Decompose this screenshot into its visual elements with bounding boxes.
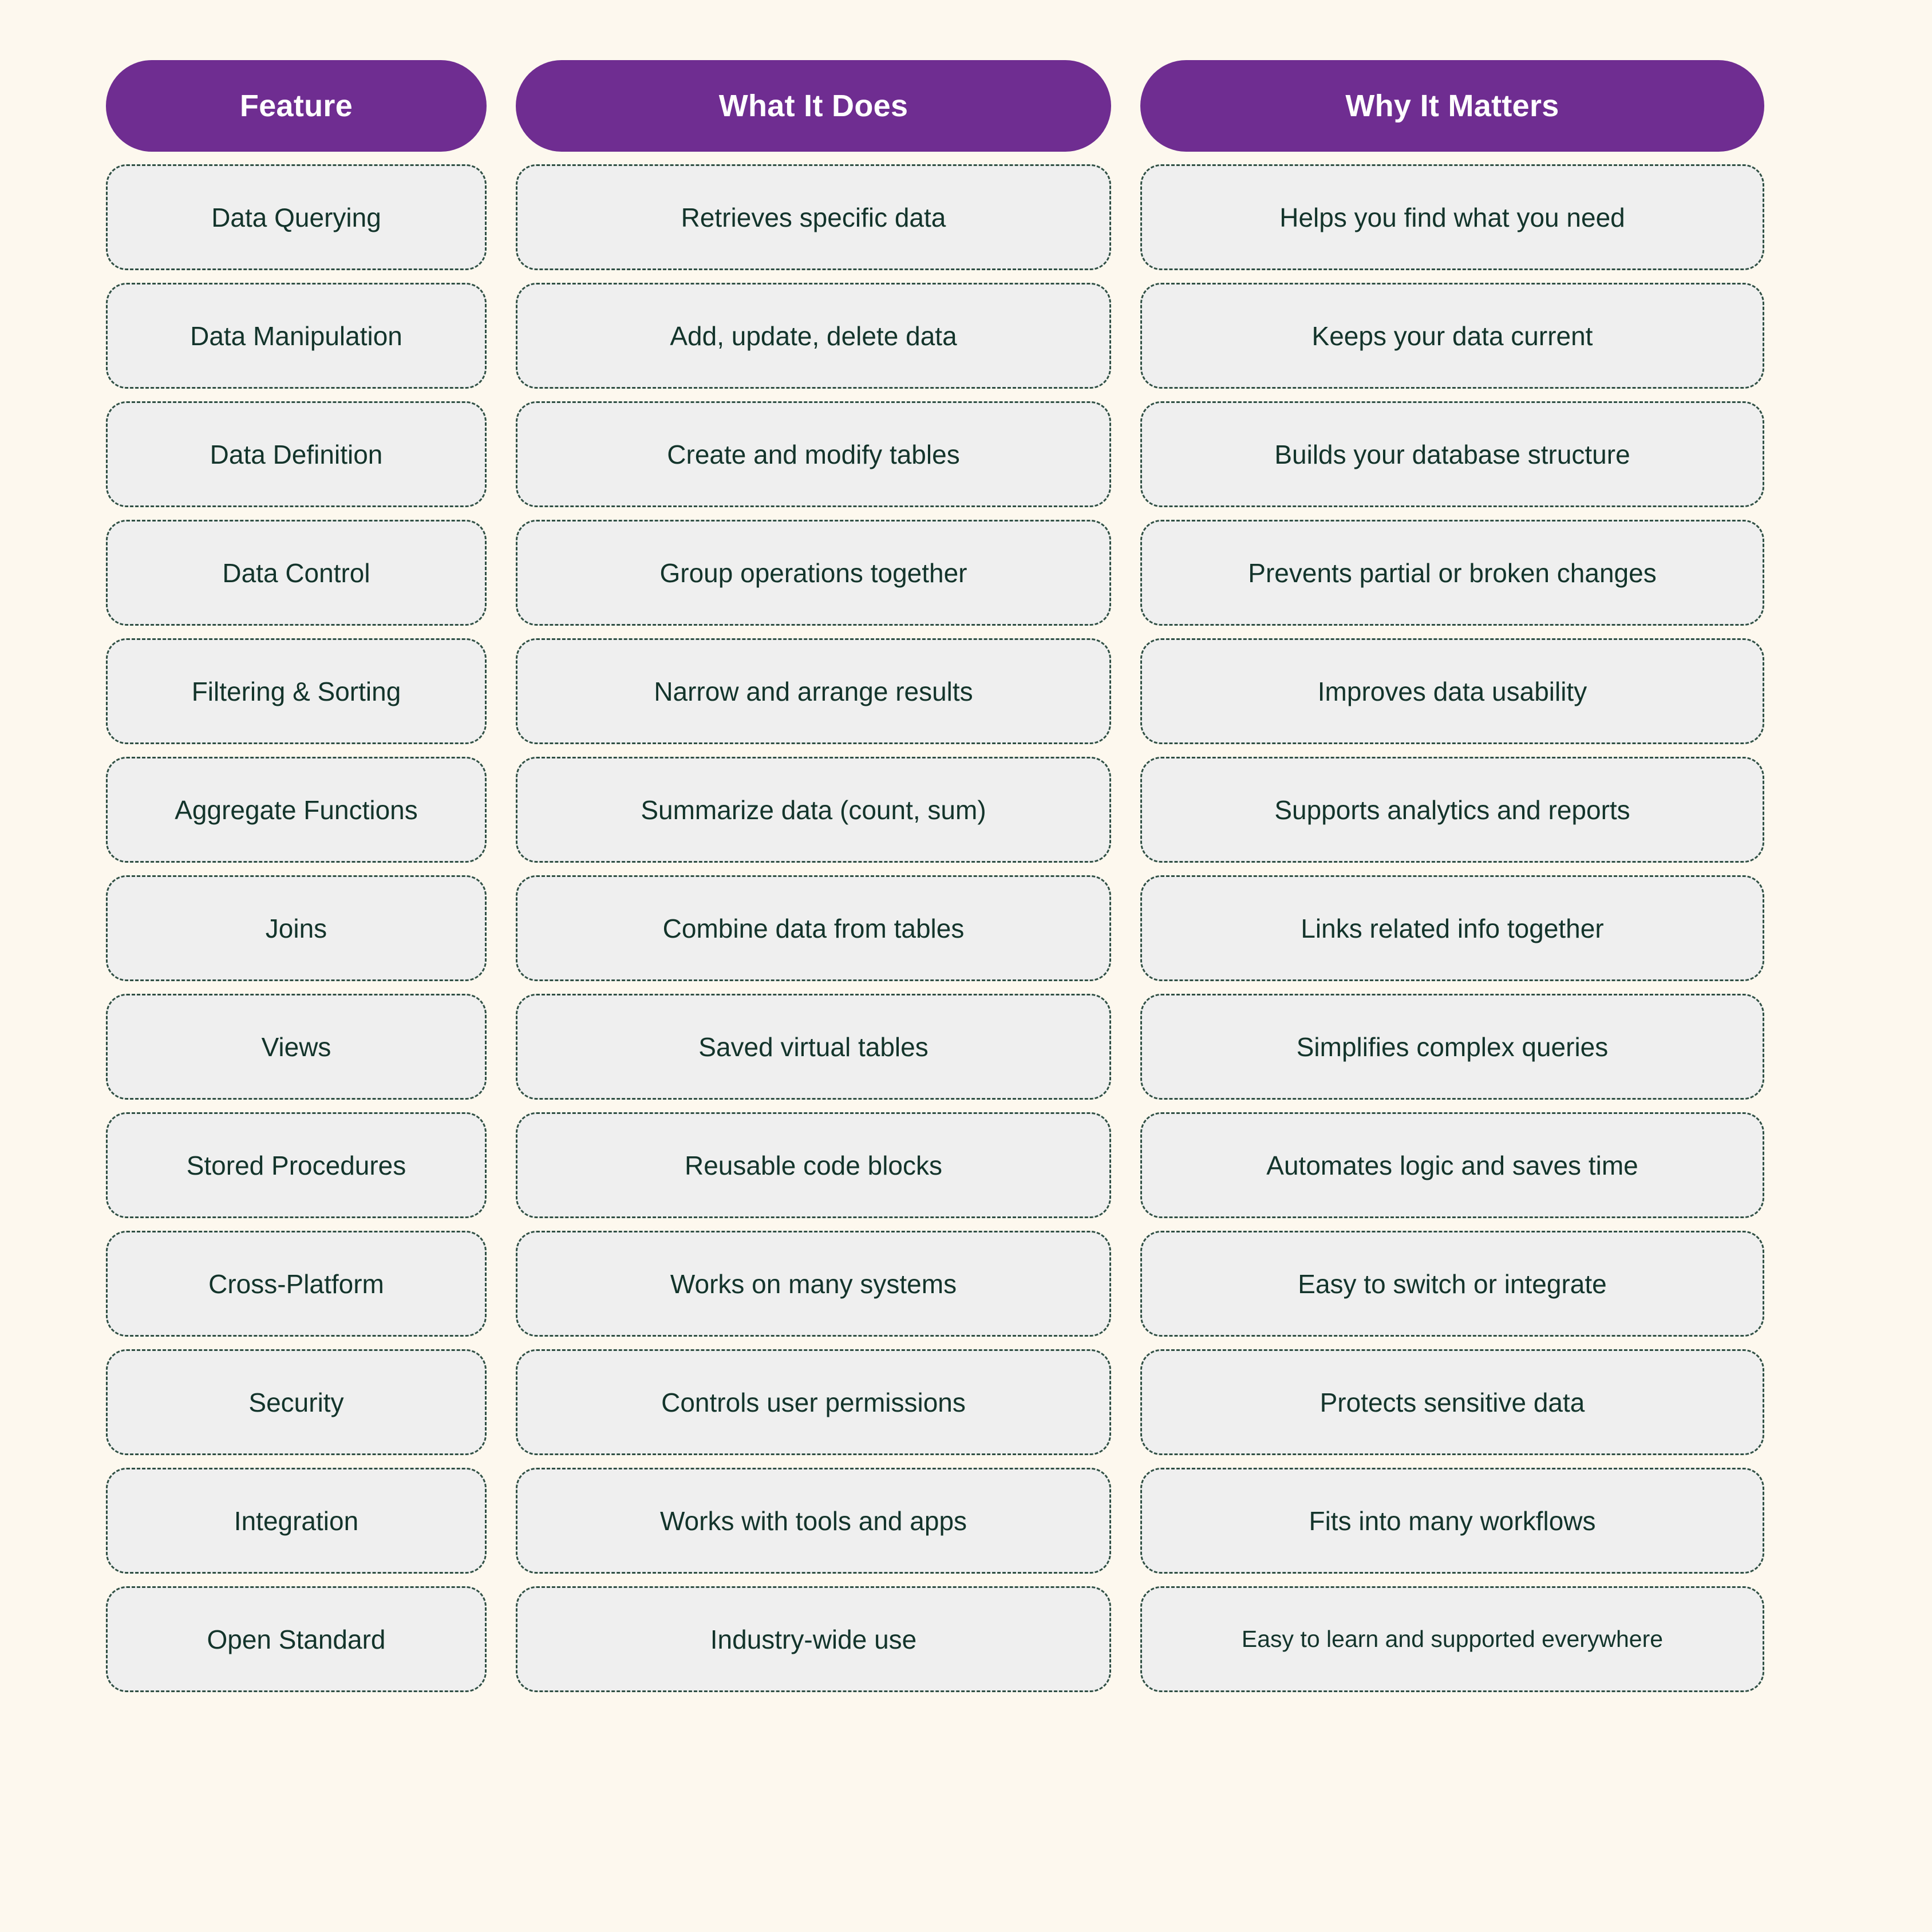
table-cell: Fits into many workflows	[1140, 1468, 1764, 1574]
table-cell: Data Manipulation	[106, 283, 487, 389]
table-cell: Create and modify tables	[516, 401, 1111, 507]
table-cell: Data Control	[106, 520, 487, 626]
table-cell: Aggregate Functions	[106, 757, 487, 863]
table-cell: Combine data from tables	[516, 875, 1111, 981]
table-cell: Builds your database structure	[1140, 401, 1764, 507]
table-cell: Keeps your data current	[1140, 283, 1764, 389]
table-cell: Works with tools and apps	[516, 1468, 1111, 1574]
column-what-it-does	[516, 60, 1111, 1692]
table-cell: Group operations together	[516, 520, 1111, 626]
table-cell: Helps you find what you need	[1140, 164, 1764, 270]
table-cell: Retrieves specific data	[516, 164, 1111, 270]
table-cell: Narrow and arrange results	[516, 638, 1111, 744]
table-cell: Prevents partial or broken changes	[1140, 520, 1764, 626]
comparison-table	[106, 60, 1826, 1692]
column-why-it-matters	[1140, 60, 1764, 1692]
table-cell: Data Querying	[106, 164, 487, 270]
table-cell: Works on many systems	[516, 1231, 1111, 1337]
table-cell: Views	[106, 994, 487, 1100]
table-cell: Integration	[106, 1468, 487, 1574]
table-cell: Open Standard	[106, 1586, 487, 1692]
table-cell: Joins	[106, 875, 487, 981]
table-cell: Summarize data (count, sum)	[516, 757, 1111, 863]
table-cell: Industry-wide use	[516, 1586, 1111, 1692]
table-cell: Protects sensitive data	[1140, 1349, 1764, 1455]
column-header-what-it-does: What It Does	[516, 60, 1111, 152]
table-cell: Saved virtual tables	[516, 994, 1111, 1100]
table-cell: Stored Procedures	[106, 1112, 487, 1218]
table-cell: Simplifies complex queries	[1140, 994, 1764, 1100]
table-cell: Improves data usability	[1140, 638, 1764, 744]
table-cell: Reusable code blocks	[516, 1112, 1111, 1218]
table-cell: Cross-Platform	[106, 1231, 487, 1337]
table-cell: Add, update, delete data	[516, 283, 1111, 389]
column-header-why-it-matters: Why It Matters	[1140, 60, 1764, 152]
table-cell: Easy to switch or integrate	[1140, 1231, 1764, 1337]
column-header-feature: Feature	[106, 60, 487, 152]
table-cell: Controls user permissions	[516, 1349, 1111, 1455]
table-cell: Easy to learn and supported everywhere	[1140, 1586, 1764, 1692]
table-cell: Filtering & Sorting	[106, 638, 487, 744]
table-cell: Links related info together	[1140, 875, 1764, 981]
table-cell: Supports analytics and reports	[1140, 757, 1764, 863]
column-feature	[106, 60, 487, 1692]
table-cell: Automates logic and saves time	[1140, 1112, 1764, 1218]
table-cell: Data Definition	[106, 401, 487, 507]
table-cell: Security	[106, 1349, 487, 1455]
